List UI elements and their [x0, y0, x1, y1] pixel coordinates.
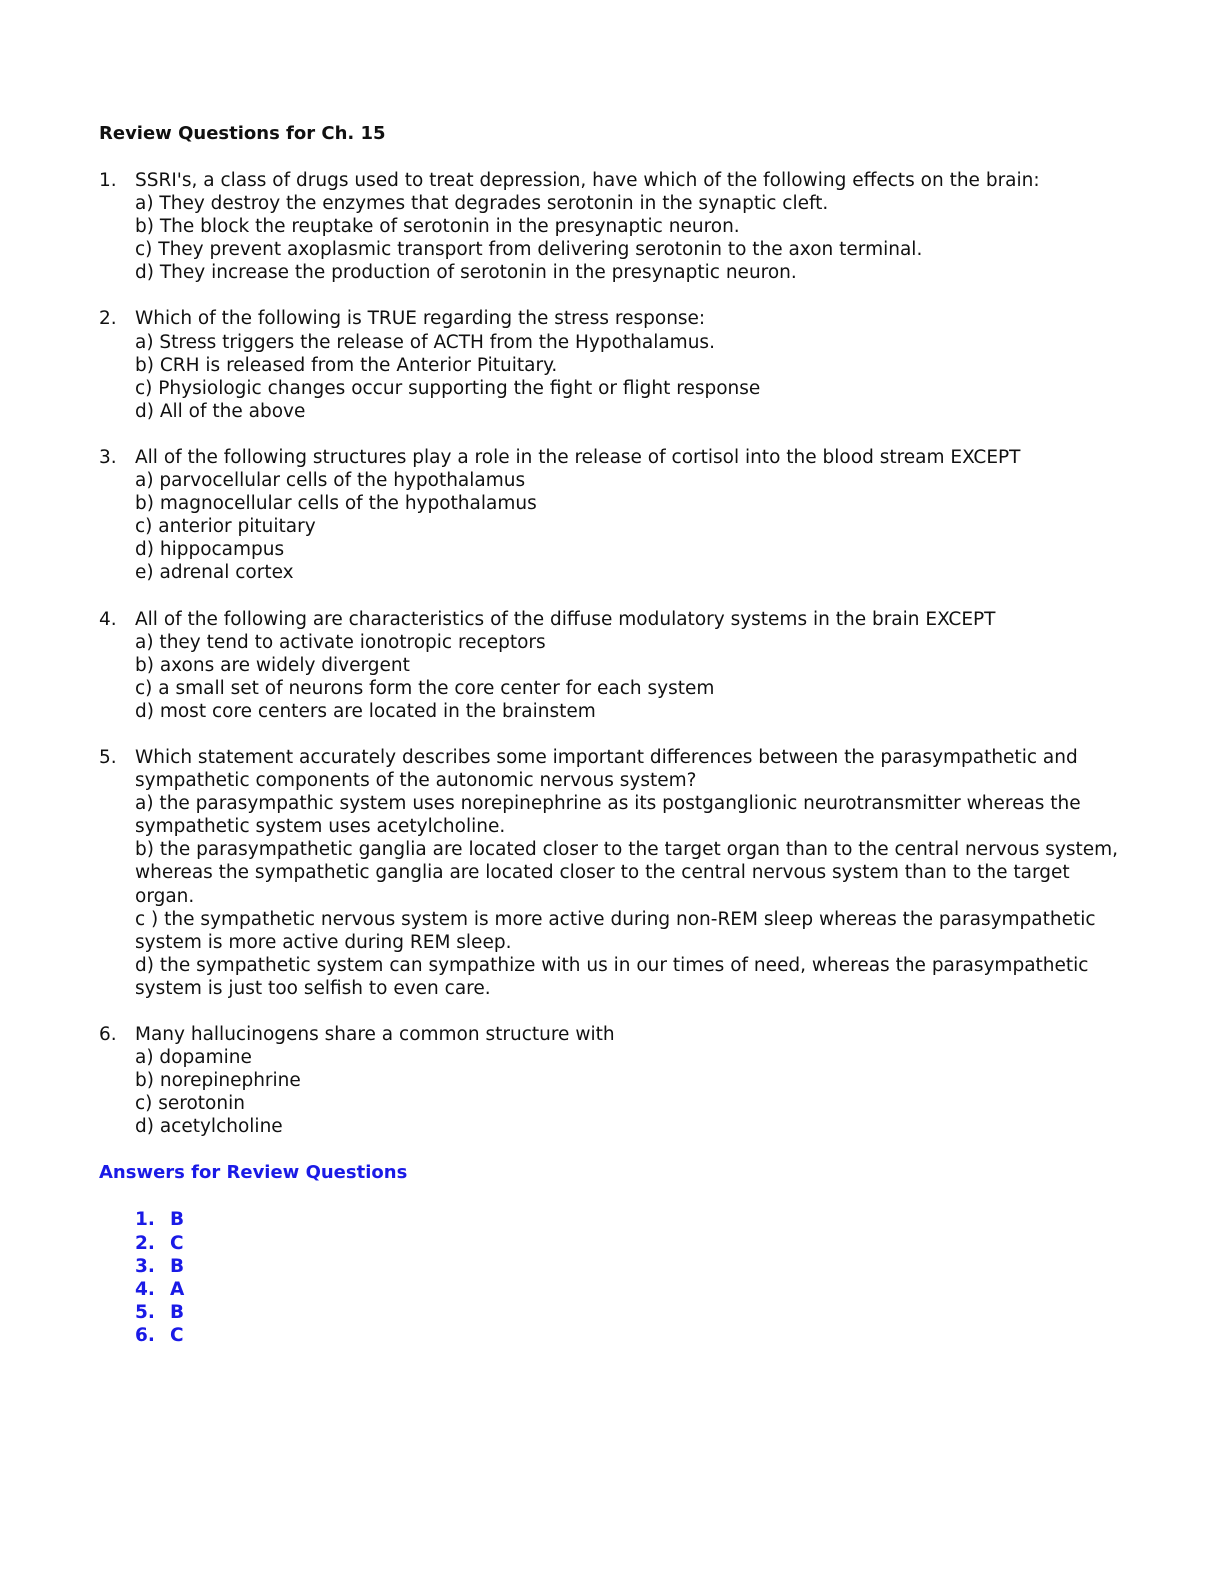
question-number: 3. — [99, 446, 117, 468]
answer-option: b) norepinephrine — [135, 1070, 301, 1092]
answer-key-letter: C — [170, 1232, 184, 1254]
answer-key-number: 6. — [135, 1324, 155, 1346]
question-number: 1. — [99, 170, 117, 191]
answer-option: a) dopamine — [135, 1047, 252, 1069]
answer-key-letter: B — [170, 1301, 185, 1323]
answer-key-number: 4. — [135, 1278, 155, 1300]
answer-key-list — [99, 1208, 1129, 1347]
answer-option: b) The block the reuptake of serotonin in the presynaptic neuron. — [135, 216, 740, 238]
answer-option: c) anterior pituitary — [135, 516, 316, 538]
question-number: 6. — [99, 1024, 117, 1045]
answer-option: b) axons are widely divergent — [135, 654, 410, 676]
answers-heading: Answers for Review Questions — [99, 1162, 408, 1184]
answer-option: b) magnocellular cells of the hypothalamus — [135, 493, 537, 515]
question-text: SSRI's, a class of drugs used to treat depression, have which of the following effects on the brain: — [135, 170, 1040, 191]
answer-option: d) acetylcholine — [135, 1116, 283, 1138]
answer-key-item — [135, 1278, 1129, 1301]
answer-key-item — [135, 1301, 1129, 1324]
question-text: All of the following structures play a role in the release of cortisol into the blood stream EXCEPT — [135, 446, 1021, 468]
answer-option: c) Physiologic changes occur supporting the fight or flight response — [135, 377, 761, 399]
question-text: Many hallucinogens share a common structure with — [135, 1024, 615, 1045]
answer-option: b) the parasympathetic ganglia are located closer to the target organ than to the central nervous system, whereas the sympathetic ganglia are located closer to the central nervous system than to the target organ. — [135, 839, 1119, 907]
question-1 — [99, 169, 1129, 284]
question-3 — [99, 446, 1129, 585]
answer-key-item — [135, 1232, 1129, 1255]
question-number: 2. — [99, 308, 117, 330]
question-number: 4. — [99, 608, 117, 630]
answer-option: d) hippocampus — [135, 539, 285, 561]
document-page — [99, 122, 1129, 1347]
question-number: 5. — [99, 746, 117, 768]
answer-option: d) They increase the production of serotonin in the presynaptic neuron. — [135, 262, 797, 284]
question-4 — [99, 608, 1129, 723]
answer-option: a) Stress triggers the release of ACTH from the Hypothalamus. — [135, 331, 715, 353]
question-2 — [99, 307, 1129, 422]
page-title: Review Questions for Ch. 15 — [99, 123, 386, 144]
answer-option: a) They destroy the enzymes that degrades serotonin in the synaptic cleft. — [135, 193, 829, 215]
answer-key-letter: B — [170, 1255, 185, 1277]
answer-option: d) the sympathetic system can sympathize with us in our times of need, whereas the parasympathetic system is just too selfish to even care. — [135, 954, 1089, 999]
answer-option: c) They prevent axoplasmic transport from delivering serotonin to the axon terminal. — [135, 239, 923, 261]
answer-key-letter: A — [170, 1278, 185, 1300]
answer-option: a) they tend to activate ionotropic receptors — [135, 631, 546, 653]
question-list — [99, 169, 1129, 1138]
answer-key-number: 1. — [135, 1209, 155, 1231]
question-text: Which statement accurately describes some important differences between the parasympathetic and sympathetic components of the autonomic nervous system? — [135, 746, 1078, 792]
question-5 — [99, 746, 1129, 1000]
answer-key-number: 3. — [135, 1255, 155, 1277]
answer-option: a) parvocellular cells of the hypothalamus — [135, 470, 526, 492]
answer-key-item — [135, 1255, 1129, 1278]
answer-key-number: 2. — [135, 1232, 155, 1254]
answer-option: b) CRH is released from the Anterior Pituitary. — [135, 354, 558, 376]
answer-option: c ) the sympathetic nervous system is more active during non-REM sleep whereas the parasympathetic system is more active during REM sleep. — [135, 908, 1096, 953]
answer-key-item — [135, 1324, 1129, 1347]
answer-option: c) serotonin — [135, 1093, 245, 1115]
answer-option: c) a small set of neurons form the core center for each system — [135, 677, 715, 699]
answer-option: d) All of the above — [135, 400, 306, 422]
answer-option: a) the parasympathic system uses norepinephrine as its postganglionic neurotransmitter whereas the sympathetic system uses acetylcholine. — [135, 793, 1081, 838]
answer-key-letter: B — [170, 1209, 185, 1231]
answer-key-item — [135, 1208, 1129, 1231]
question-6 — [99, 1023, 1129, 1138]
answer-key-letter: C — [170, 1324, 184, 1346]
answer-key-number: 5. — [135, 1301, 155, 1323]
question-text: All of the following are characteristics of the diffuse modulatory systems in the brain EXCEPT — [135, 608, 996, 630]
answer-option: d) most core centers are located in the brainstem — [135, 700, 596, 722]
question-text: Which of the following is TRUE regarding the stress response: — [135, 308, 706, 330]
answer-option: e) adrenal cortex — [135, 562, 294, 584]
